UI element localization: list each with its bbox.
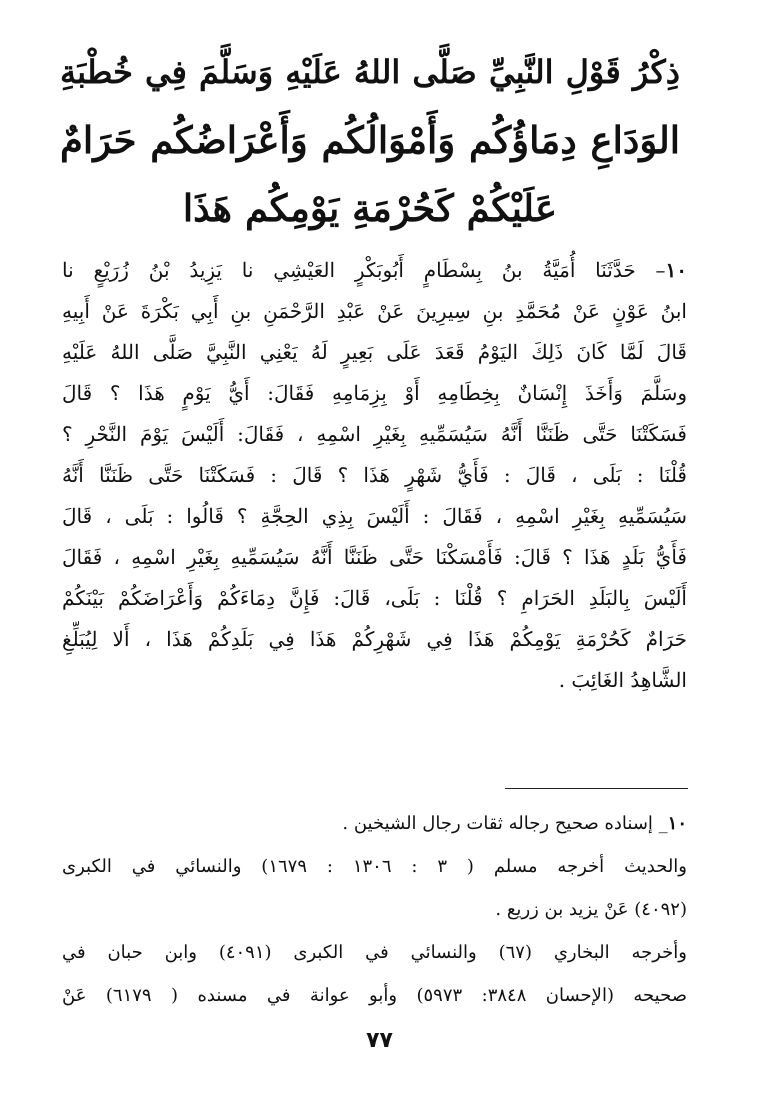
hadith-line-7: سَيُسَمِّيهِ بِغَيْرِ اسْمِهِ ، فَقَالَ : أَلَيْسَ بِذِي الحِجَّةِ ؟ قَالُوا : بَلَى ، قَالَ: [62, 504, 687, 528]
hadith-line-6: قُلْنَا : بَلَى ، قَالَ : فَأَيُّ شَهْرٍ هَذَا ؟ قَالَ : فَسَكَتْنَا حَتَّى ظَنَنَّا أَنَّهُ: [62, 463, 687, 487]
footnotes: [62, 802, 687, 1017]
hadith-line-1: [62, 250, 687, 291]
chapter-title-line-3: عَلَيْكُمْ كَحُرْمَةِ يَوْمِكُم هَذَا: [182, 186, 558, 230]
footnote-divider: [505, 788, 688, 789]
footnote-line-2: والحديث أخرجه مسلم ( ٣ : ١٣٠٦ : ١٦٧٩) والنسائي في الكبرى: [62, 856, 687, 877]
hadith-text: [62, 250, 687, 701]
chapter-title-line-1: ذِكْرُ قَوْلِ النَّبِيِّ صَلَّى اللهُ عَلَيْهِ وَسَلَّمَ فِي خُطْبَةِ: [60, 53, 680, 91]
footnote-line-5: صحيحه (الإحسان ٣٨٤٨: ٥٩٧٣) وأبو عوانة في مسنده ( ٦١٧٩) عَنْ: [62, 985, 687, 1006]
hadith-line-11: الشَّاهِدُ الغَائِبَ .: [558, 668, 687, 692]
page-number: ٧٧: [366, 1028, 393, 1053]
hadith-line-8: فَأَيُّ بَلَدٍ هَذَا ؟ قَالَ: فَأَمْسَكْنَا حَتَّى ظَنَنَّا أَنَّهُ سَيُسَمِّيهِ بِغَيْرِ اسْمِهِ ، فَقَالَ: [62, 545, 687, 569]
footnote-line-1: [62, 802, 687, 845]
footnote-line-3: (٤٠٩٢) عَنْ يزيد بن زريع .: [495, 899, 687, 920]
hadith-line-4: وسَلَّمَ وَأَخَذَ إِنْسَانٌ بِخِطَامِهِ أَوْ بِزِمَامِهِ فَقَالَ: أَيُّ يَوْمٍ هَذَا ؟ قَالَ: [62, 381, 687, 405]
chapter-title: [60, 38, 680, 242]
hadith-line-1-text: – حَدَّثَنَا أُمَيَّةُ بنُ بِسْطَامٍ أَبُوبَكْرٍ العَيْشِي نا يَزِيدُ بْنُ زُرَيْعٍ نا: [62, 258, 666, 282]
chapter-title-line-2: الوَدَاعِ دِمَاؤُكُم وَأَمْوَالُكُم وَأَعْرَاضُكُم حَرَامٌ: [60, 118, 680, 162]
hadith-number: ١٠: [665, 258, 687, 282]
hadith-line-2: ابنُ عَوْنٍ عَنْ مُحَمَّدِ بنِ سِيرِينَ عَنْ عَبْدِ الرَّحْمَنِ بنِ أَبِي بَكْرَةَ عَنْ أَبِيهِ: [62, 299, 687, 323]
hadith-line-9: أَلَيْسَ بِالبَلَدِ الحَرَامِ ؟ قُلْنَا : بَلَى، قَالَ: فَإِنَّ دِمَاءَكُمْ وَأَعْرَاضَكُمْ بَيْنَكُمْ: [62, 586, 687, 610]
hadith-line-3: قَالَ لَمَّا كَانَ ذَلِكَ اليَوْمُ قَعَدَ عَلَى بَعِيرٍ لَهُ يَعْنِي النَّبِيَّ صَلَّى اللهُ عَلَيْهِ: [62, 340, 687, 364]
hadith-line-5: فَسَكَتْنَا حَتَّى ظَنَنَّا أَنَّهُ سَيُسَمِّيهِ بِغَيْرِ اسْمِهِ ، فَقَالَ: أَلَيْسَ يَوْمَ النَّحْرِ ؟: [62, 422, 687, 446]
footnote-line-1-text: _ إسناده صحيح رجاله ثقات رجال الشيخين .: [342, 813, 668, 834]
footnote-line-4: وأخرجه البخاري (٦٧) والنسائي في الكبرى (٤٠٩١) وابن حبان في: [62, 942, 687, 963]
footnote-number: ١٠: [667, 813, 687, 834]
hadith-line-10: حَرَامٌ كَحُرْمَةِ يَوْمِكُمْ هَذَا فِي شَهْرِكُمْ هَذَا فِي بَلَدِكُمْ هَذَا ، أَلا لِيُبَلِّغِ: [62, 627, 687, 651]
